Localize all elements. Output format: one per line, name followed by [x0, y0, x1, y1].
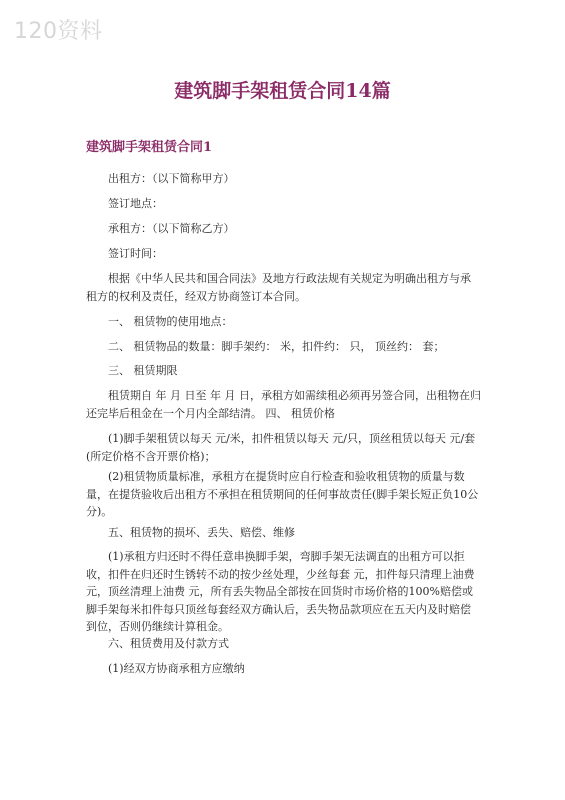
- paragraph: 一、 租赁物的使用地点：: [108, 315, 233, 328]
- document-title: 建筑脚手架租赁合同14篇: [174, 80, 391, 102]
- paragraph: (1)脚手架租赁以每天 元/米，扣件租赁以每天 元/只，顶丝租赁以每天 元/套(所定价格不含开票价格)；: [86, 432, 476, 463]
- paragraph: 六、租赁费用及付款方式: [108, 637, 229, 650]
- paragraph: 签订时间：: [108, 247, 163, 260]
- paragraph: (1)经双方协商承租方应缴纳: [108, 662, 245, 675]
- paragraph: (1)承租方归还时不得任意串换脚手架，弯脚手架无法调直的出租方可以拒收，扣件在归还时生锈转不动的按少丝处理，少丝每套 元，扣件每只清理上油费 元，顶丝清理上油费 元，所有丢失物品全部按在回货时市场价格的100%赔偿或脚手架每米扣件每只顶丝每套经双方确认后，丢失物品款项应在五天内及时赔偿到位，否则仍继续计算租金。: [86, 550, 475, 633]
- paragraph: 根据《中华人民共和国合同法》及地方行政法规有关规定为明确出租方与承租方的权利及责任，经双方协商签订本合同。: [86, 272, 471, 303]
- paragraph: 承租方：（以下简称乙方）: [108, 222, 235, 235]
- paragraph: 二、 租赁物品的数量：脚手架约： 米，扣件约： 只， 顶丝约： 套；: [108, 340, 445, 353]
- section-title: 建筑脚手架租赁合同1: [86, 140, 213, 155]
- paragraph: 出租方：（以下简称甲方）: [108, 172, 235, 185]
- paragraph: 签订地点：: [108, 197, 163, 210]
- watermark-logo: 120资料: [14, 19, 103, 44]
- paragraph: 五、租赁物的损坏、丢失、赔偿、维修: [108, 526, 295, 539]
- paragraph: 三、 租赁期限: [108, 364, 178, 377]
- paragraph: 租赁期自 年 月 日至 年 月 日，承租方如需续租必须再另签合同，出租物在归还完毕后租金在一个月内全部结清。 四、 租赁价格: [86, 389, 481, 420]
- paragraph: (2)租赁物质量标准，承租方在提货时应自行检查和验收租赁物的质量与数量，在提货验收后出租方不承担在租赁期间的任何事故责任(脚手架长短正负10公分)。: [86, 470, 479, 518]
